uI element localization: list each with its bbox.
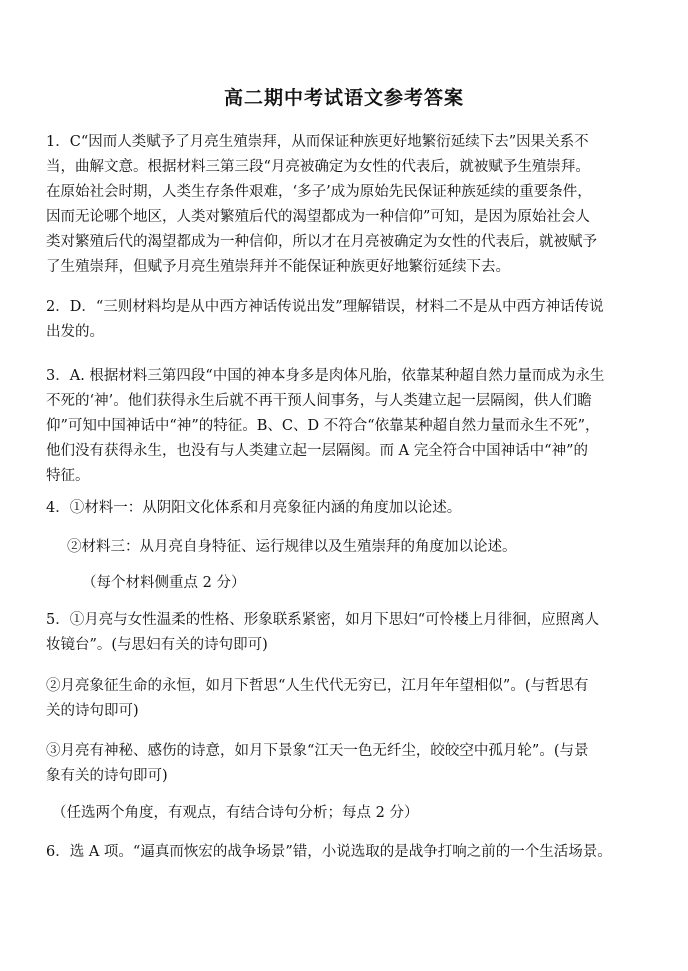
answer-3 — [46, 364, 621, 489]
answer-4-sub-line: ②材料三：从月亮自身特征、运行规律以及生殖崇拜的角度加以论述。 — [67, 539, 517, 555]
answer-1-line: 因而无论哪个地区，人类对繁殖后代的渴望都成为一种信仰”可知，是因为原始社会人 — [46, 209, 590, 225]
answer-3-line: 仰”可知中国神话中“神”的特征。B、C、D 不符合“依靠某种超自然力量而永生不死”， — [46, 418, 600, 434]
answer-5-line: 妆镜台”。(与思妇有关的诗句即可) — [46, 637, 268, 653]
answer-4-score-note — [82, 571, 657, 596]
answer-5-line: 象有关的诗句即可) — [46, 768, 168, 784]
answer-1 — [46, 130, 621, 280]
answer-1-line: 当，曲解文意。根据材料三第三段“月亮被确定为女性的代表后，就被赋予生殖崇拜。 — [46, 159, 590, 175]
answer-4-line: 4．①材料一：从阴阳文化体系和月亮象征内涵的角度加以论述。 — [46, 500, 462, 516]
answer-5-point-2 — [46, 674, 621, 724]
answer-5-score-note — [52, 801, 627, 826]
answer-5 — [46, 608, 621, 658]
answer-2 — [46, 295, 621, 345]
answer-5-line: 关的诗句即可) — [46, 703, 139, 719]
answer-2-line: 出发的。 — [46, 324, 104, 340]
answer-2-line: 2．D．“三则材料均是从中西方神话传说出发”理解错误，材料二不是从中西方神话传说 — [46, 299, 604, 315]
answer-5-line: 5．①月亮与女性温柔的性格、形象联系紧密，如月下思妇“可怜楼上月徘徊，应照离人 — [46, 612, 600, 628]
answer-1-line: 了生殖崇拜，但赋予月亮生殖崇拜并不能保证种族更好地繁衍延续下去。 — [46, 259, 510, 275]
answer-5-line: ②月亮象征生命的永恒，如月下哲思“人生代代无穷已，江月年年望相似”。(与哲思有 — [46, 678, 589, 694]
document-title: 高二期中考试语文参考答案 — [223, 87, 464, 109]
answer-6 — [46, 840, 621, 865]
answer-1-line: 1．C“因而人类赋予了月亮生殖崇拜，从而保证种族更好地繁衍延续下去”因果关系不 — [46, 134, 589, 150]
answer-3-line: 3．A. 根据材料三第四段“中国的神本身多是肉体凡胎，依靠某种超自然力量而成为永生 — [46, 368, 605, 384]
answer-3-line: 特征。 — [46, 468, 90, 484]
answer-3-line: 不死的‘神’。他们获得永生后就不再干预人间事务，与人类建立起一层隔阂，供人们瞻 — [46, 393, 592, 409]
answer-4-sub — [67, 535, 642, 560]
score-note-line: （任选两个角度，有观点，有结合诗句分析；每点 2 分） — [52, 805, 419, 821]
answer-1-line: 在原始社会时期，人类生存条件艰难，‘多子’成为原始先民保证种族延续的重要条件， — [46, 184, 592, 200]
score-note-line: （每个材料侧重点 2 分） — [82, 575, 246, 591]
answer-1-line: 类对繁殖后代的渴望都成为一种信仰，所以才在月亮被确定为女性的代表后，就被赋予 — [46, 234, 597, 250]
answer-5-point-3 — [46, 739, 621, 789]
answer-6-line: 6．选 A 项。“逼真而恢宏的战争场景”错，小说选取的是战争打响之前的一个生活场景。 — [46, 844, 612, 860]
answer-4 — [46, 496, 621, 521]
answer-3-line: 他们没有获得永生，也没有与人类建立起一层隔阂。而 A 完全符合中国神话中“神”的 — [46, 443, 589, 459]
answer-5-line: ③月亮有神秘、感伤的诗意，如月下景象“江天一色无纤尘，皎皎空中孤月轮”。(与景 — [46, 743, 589, 759]
